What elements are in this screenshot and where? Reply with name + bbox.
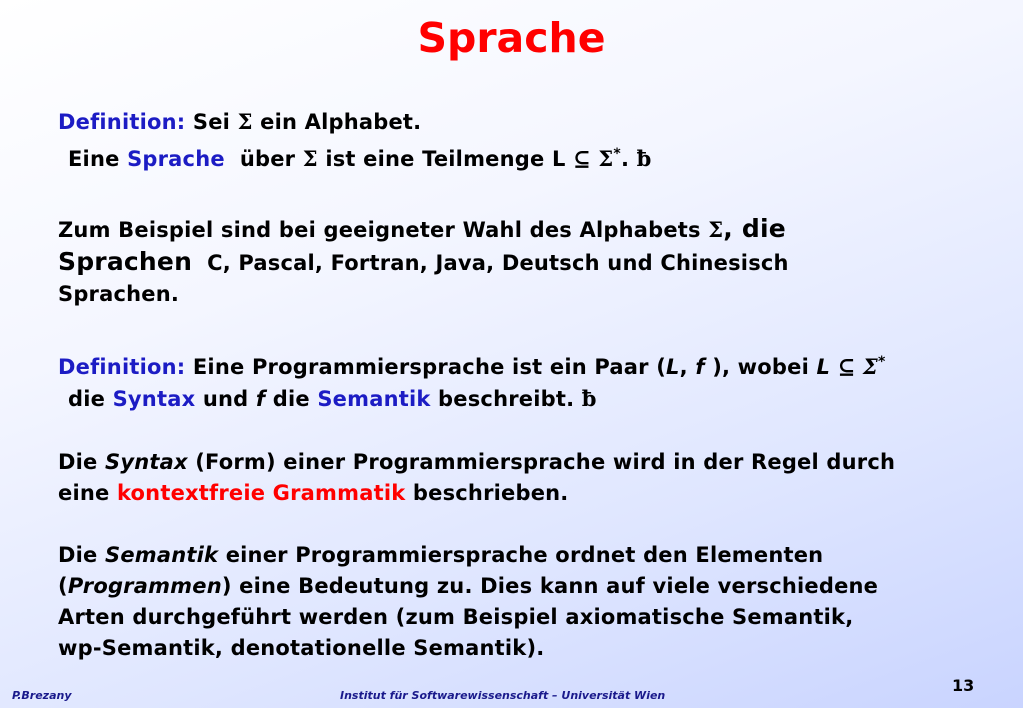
- example-paragraph: [58, 213, 978, 310]
- math-f: f: [255, 387, 266, 411]
- qed-symbol: ƀ: [581, 386, 597, 411]
- term-syntax: Syntax: [112, 387, 196, 411]
- text: Sprachen: [58, 247, 193, 276]
- term-semantik: Semantik: [105, 543, 219, 567]
- subseteq-symbol: ⊆: [837, 354, 856, 379]
- definition-language-line2: [58, 143, 978, 175]
- math-L: L: [666, 355, 680, 379]
- qed-symbol: ƀ: [636, 146, 652, 171]
- text: über: [239, 147, 296, 171]
- semantik-line2: [58, 571, 978, 602]
- text: Eine Programmiersprache ist ein Paar (: [192, 355, 667, 379]
- text: eine: [58, 481, 110, 505]
- text: Sei: [192, 110, 231, 134]
- definition-programming-language: [58, 351, 978, 415]
- text: Zum Beispiel sind bei geeigneter Wahl des Alphabets: [58, 218, 701, 242]
- text: die: [272, 387, 310, 411]
- text: , die: [723, 214, 786, 243]
- footer-author: P.Brezany: [12, 689, 72, 702]
- syntax-paragraph: [58, 447, 978, 509]
- example-line2: [58, 246, 978, 279]
- sigma-symbol: Σ: [862, 354, 878, 379]
- definition-pl-line2: [58, 383, 978, 415]
- definition-language-line1: [58, 106, 978, 138]
- term-kontextfreie-grammatik: kontextfreie Grammatik: [116, 481, 406, 505]
- sigma-symbol: Σ: [708, 217, 724, 242]
- text: und: [202, 387, 249, 411]
- text: beschreibt.: [438, 387, 575, 411]
- text: Die: [58, 450, 98, 474]
- example-line1: [58, 213, 978, 246]
- text: ), wobei: [712, 355, 809, 379]
- term-sprache: Sprache: [127, 147, 225, 171]
- text: ) eine Bedeutung zu. Dies kann auf viele verschiedene: [221, 574, 879, 598]
- semantik-line1: [58, 540, 978, 571]
- footer-institute: Institut für Softwarewissenschaft – Universität Wien: [340, 689, 666, 702]
- term-programmen: Programmen: [67, 574, 222, 598]
- term-syntax: Syntax: [105, 450, 188, 474]
- sigma-symbol: Σ: [237, 109, 253, 134]
- text: (Form) einer Programmiersprache wird in der Regel durch: [195, 450, 896, 474]
- example-line3: Sprachen.: [58, 282, 180, 306]
- semantik-line4: wp-Semantik, denotationelle Semantik).: [58, 636, 545, 660]
- definition-label: Definition:: [58, 110, 186, 134]
- definition-label: Definition:: [58, 355, 186, 379]
- kleene-star: *: [613, 146, 621, 162]
- text: (: [58, 574, 68, 598]
- math-f: f: [695, 355, 705, 379]
- text: ,: [679, 355, 688, 379]
- subseteq-symbol: ⊆: [573, 146, 591, 171]
- text: ein Alphabet.: [260, 110, 422, 134]
- text: C, Pascal, Fortran, Java, Deutsch und Chinesisch: [207, 251, 789, 275]
- text: einer Programmiersprache ordnet den Elementen: [225, 543, 824, 567]
- page-number: 13: [952, 676, 975, 695]
- syntax-line1: [58, 447, 978, 478]
- sigma-symbol: Σ: [302, 146, 318, 171]
- text: Eine: [68, 147, 120, 171]
- sigma-symbol: Σ: [598, 146, 614, 171]
- semantik-line3: Arten durchgeführt werden (zum Beispiel axiomatische Semantik,: [58, 605, 854, 629]
- text: Die: [58, 543, 98, 567]
- kleene-star: *: [877, 354, 886, 370]
- slide-title: Sprache: [417, 14, 606, 62]
- definition-pl-line1: [58, 351, 978, 383]
- text: .: [620, 147, 630, 171]
- text: beschrieben.: [412, 481, 569, 505]
- text: die: [68, 387, 106, 411]
- text: ist eine Teilmenge L: [325, 147, 566, 171]
- syntax-line2: [58, 478, 978, 509]
- semantik-paragraph: [58, 540, 978, 664]
- definition-language: [58, 106, 978, 175]
- term-semantik: Semantik: [317, 387, 431, 411]
- math-L: L: [816, 355, 831, 379]
